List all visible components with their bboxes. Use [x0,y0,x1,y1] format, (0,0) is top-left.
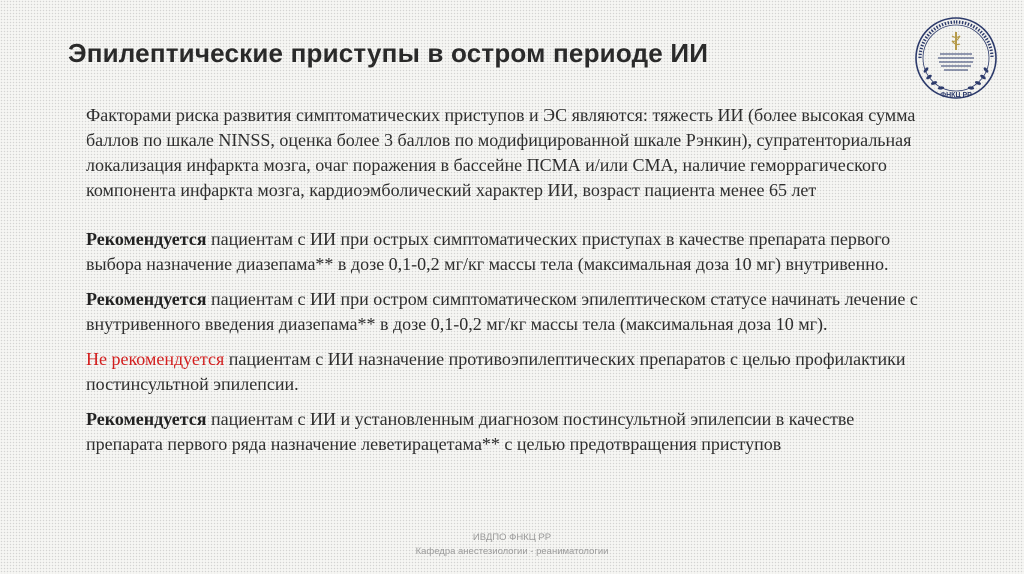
footer-department: Кафедра анестезиологии - реаниматологии [415,546,609,557]
recommendation-lead: Рекомендуется [86,229,207,249]
recommendation-3 [86,347,924,397]
footer-institution: ИВДПО ФНКЦ РР [472,532,552,543]
recommendation-text: пациентам с ИИ при острых симптоматических приступах в качестве препарата первого выбора назначение диазепама** в дозе 0,1-0,2 мг/кг массы тела (максимальная доза 10 мг) внутривенно. [86,229,891,274]
seal-logo-text: ФНКЦ РР [940,92,972,99]
recommendation-1 [86,227,924,277]
non-recommendation-lead: Не рекомендуется [86,349,225,369]
recommendation-text: пациентам с ИИ назначение противоэпилептических препаратов с целью профилактики постинсультной эпилепсии. [86,349,906,394]
seal-logo [906,12,1006,110]
intro-paragraph: Факторами риска развития симптоматических приступов и ЭС являются: тяжесть ИИ (более высокая сумма баллов по шкале NINSS, оценка более 3 баллов по модифицированной шкале Рэнкин), супратенториальная локализация инфаркта мозга, очаг поражения в бассейне ПСМА и/или СМА, наличие геморрагического компонента инфаркта мозга, кардиоэмболический характер ИИ, возраст пациента менее 65 лет [86,105,916,200]
recommendation-4 [86,407,924,457]
recommendation-text: пациентам с ИИ при остром симптоматическом эпилептическом статусе начинать лечение с внутривенного введения диазепама** в дозе 0,1-0,2 мг/кг массы тела (максимальная доза 10 мг). [86,289,918,334]
recommendation-lead: Рекомендуется [86,409,207,429]
slide-body [86,103,924,467]
recommendation-lead: Рекомендуется [86,289,207,309]
recommendation-2 [86,287,924,337]
slide-title: Эпилептические приступы в остром периоде ИИ [68,38,709,68]
recommendation-text: пациентам с ИИ и установленным диагнозом постинсультной эпилепсии в качестве препарата первого ряда назначение леветирацетама** с целью предотвращения приступов [86,409,855,454]
